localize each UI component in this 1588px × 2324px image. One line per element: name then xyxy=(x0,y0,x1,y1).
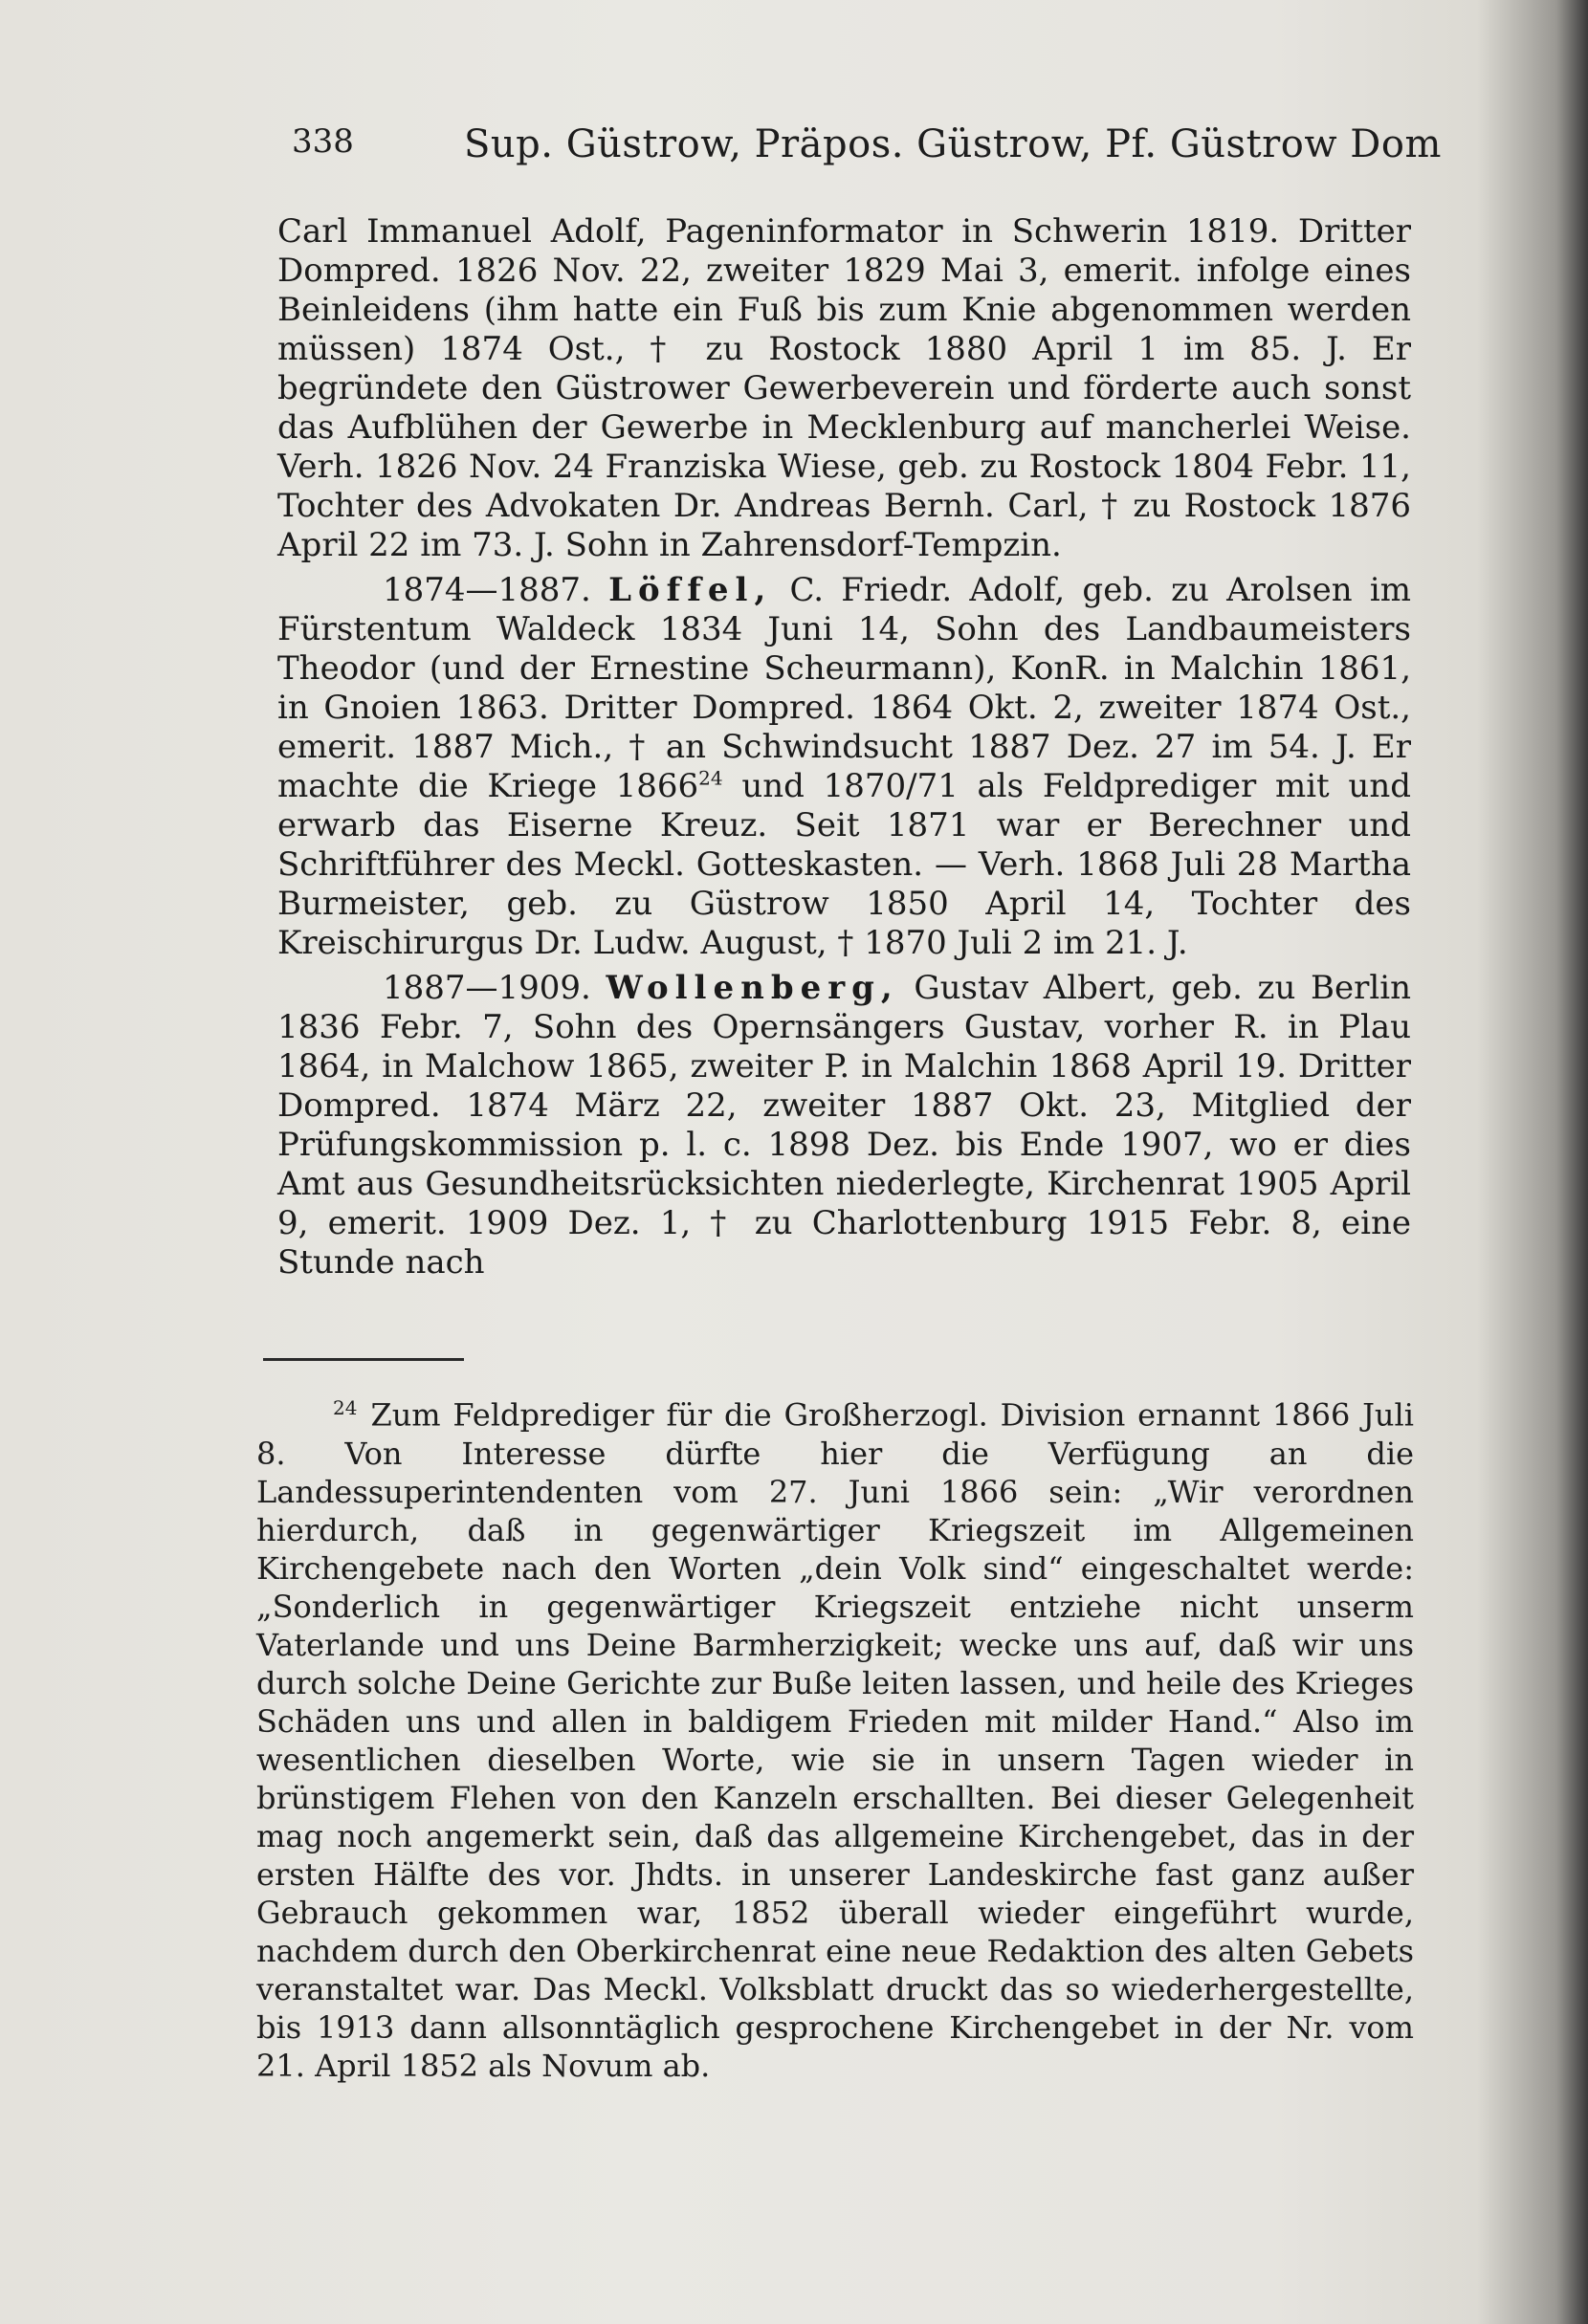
footnote-reference[interactable]: 24 xyxy=(698,766,723,790)
entry-adolf xyxy=(277,212,1411,565)
main-text xyxy=(277,212,1411,1283)
entry-text: Gustav Albert, geb. zu Berlin 1836 Febr. 7, Sohn des Opernsängers Gustav, vorher R. in Plau 1864, in Malchow 1865, zweiter P. in Malchin 1868 April 19. Dritter Dompred. 1874 März 22, zweiter 1887 Okt. 23, Mitglied der Prüfungskommission p. l. c. 1898 Dez. bis Ende 1907, wo er dies Amt aus Gesundheitsrücksichten niederlegte, Kirchenrat 1905 April 9, emerit. 1909 Dez. 1, † zu Charlottenburg 1915 Febr. 8, eine Stunde nach xyxy=(277,969,1412,1282)
entry-wollenberg xyxy=(277,969,1411,1283)
footnote xyxy=(256,1389,1414,2085)
entry-name: Löffel, xyxy=(608,571,773,609)
entry-name: Wollenberg, xyxy=(606,969,899,1007)
entry-years: 1874—1887. xyxy=(383,571,591,609)
entry-text: Carl Immanuel Adolf, Pageninformator in Schwerin 1819. Dritter Dompred. 1826 Nov. 22, zweiter 1829 Mai 3, emerit. infolge eines Beinleidens (ihm hatte ein Fuß bis zum Knie abgenommen werden müssen) 1874 Ost., † zu Rostock 1880 April 1 im 85. J. Er begründete den Güstrower Gewerbeverein und förderte auch sonst das Aufblühen der Gewerbe in Mecklenburg auf mancherlei Weise. Verh. 1826 Nov. 24 Franziska Wiese, geb. zu Rostock 1804 Febr. 11, Tochter des Advokaten Dr. Andreas Bernh. Carl, † zu Rostock 1876 April 22 im 73. J. Sohn in Zahrensdorf-Tempzin. xyxy=(277,212,1411,564)
page-number: 338 xyxy=(292,122,354,161)
running-title: Sup. Güstrow, Präpos. Güstrow, Pf. Güstrow Dom xyxy=(464,122,1442,166)
footnote-text: Zum Feldprediger für die Großherzogl. Division ernannt 1866 Juli 8. Von Interesse dürfte hier die Verfügung an die Landessuperintendenten vom 27. Juni 1866 sein: „Wir verordnen hierdurch, daß in gegenwärtiger Kriegszeit im Allgemeinen Kirchengebete nach den Worten „dein Volk sind“ eingeschaltet werde: „Sonderlich in gegenwärtiger Kriegszeit entziehe nicht unserm Vaterlande und uns Deine Barmherzigkeit; wecke uns auf, daß wir uns durch solche Deine Gerichte zur Buße leiten lassen, und heile des Krieges Schäden uns und allen in baldigem Frieden mit milder Hand.“ Also im wesentlichen dieselben Worte, wie sie in unsern Tagen wieder in brünstigem Flehen von den Kanzeln erschallten. Bei dieser Gelegenheit mag noch angemerkt sein, daß das allgemeine Kirchengebet, das in der ersten Hälfte des vor. Jhdts. in unserer Landeskirche fast ganz außer Gebrauch gekommen war, 1852 überall wieder eingeführt wurde, nachdem durch den Oberkirchenrat eine neue Redaktion des alten Gebets veranstaltet war. Das Meckl. Volksblatt druckt das so wiederhergestellte, bis 1913 dann allsonntäglich gesprochene Kirchengebet in der Nr. vom 21. April 1852 als Novum ab. xyxy=(256,1396,1414,2084)
entry-text-continued: und 1870/71 als Feldprediger mit und erwarb das Eiserne Kreuz. Seit 1871 war er Berechner und Schriftführer des Meckl. Gotteskasten. — Verh. 1868 Juli 28 Martha Burmeister, geb. zu Güstrow 1850 April 14, Tochter des Kreischirurgus Dr. Ludw. August, † 1870 Juli 2 im 21. J. xyxy=(277,767,1411,962)
footnote-divider xyxy=(263,1358,464,1361)
entry-text: C. Friedr. Adolf, geb. zu Arolsen im Fürstentum Waldeck 1834 Juni 14, Sohn des Landbaumeisters Theodor (und der Ernestine Scheurmann), KonR. in Malchin 1861, in Gnoien 1863. Dritter Dompred. 1864 Okt. 2, zweiter 1874 Ost., emerit. 1887 Mich., † an Schwindsucht 1887 Dez. 27 im 54. J. Er machte die Kriege 1866 xyxy=(277,571,1411,805)
entry-years: 1887—1909. xyxy=(383,969,591,1007)
footnote-number: 24 xyxy=(333,1396,358,1419)
entry-loeffel xyxy=(277,571,1411,963)
